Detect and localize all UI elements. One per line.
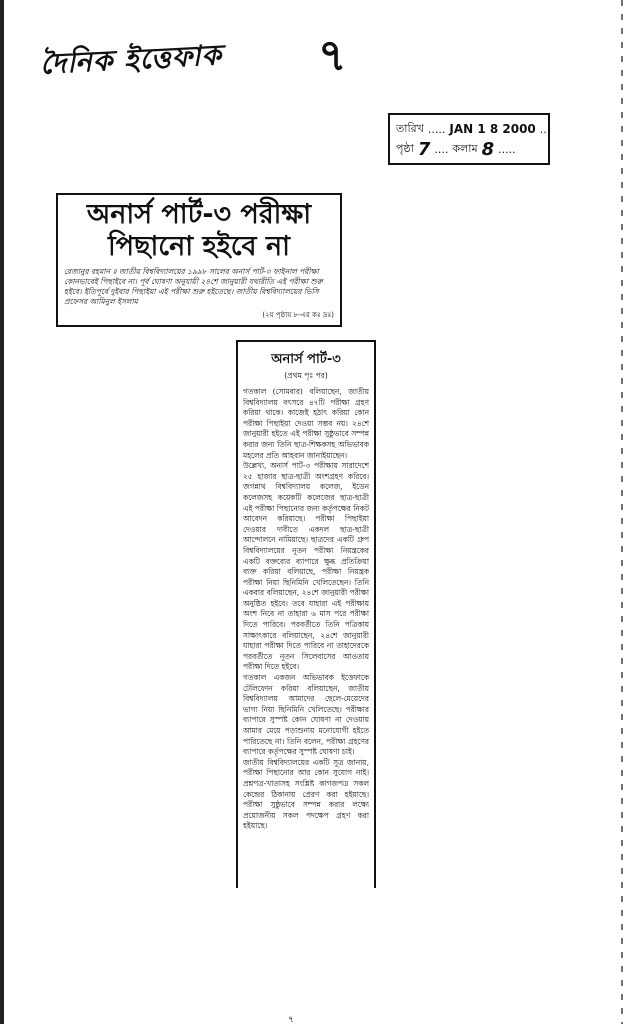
scan-right-edge	[621, 0, 623, 1024]
footer-mark: ৭	[288, 1015, 294, 1025]
body-paragraph: গতকাল একজন অভিভাবক ইত্তেফাকে টেলিফোন করিয়া বলিয়াছেন, জাতীয় বিশ্ববিদ্যালয় আমাদের ছেলে-মেয়েদের ভাগ্য নিয়া ছিনিমিনি খেলিতেছে। পরীক্ষার ব্যাপারে সুস্পষ্ট কোন ঘোষণা না দেওয়ায় আমার মেয়ে পড়াশুনায় মনোযোগী হইতে পারিতেছে না। তিনি বলেন, পরীক্ষা গ্রহণের ব্যাপারে কর্তৃপক্ষের সুস্পষ্ট ঘোষণা চাই।	[243, 673, 369, 757]
lead-paragraph: রেজানুর রহমান ॥ জাতীয় বিশ্ববিদ্যালয়ের ১৯৯৮ সালের অনার্স পার্ট-৩ ফাইনাল পরীক্ষা কোনভাবেই পিছাইবে না। পূর্ব ঘোষণা অনুযায়ী ২৪শে জানুয়ারী যথারীতি এই পরীক্ষা শুরু হইবে। ইতিপূর্বে দুইবার পিছাইয়া এই পরীক্ষা শুরু হইতেছে। জাতীয় বিশ্ববিদ্যালয়ের ভিসি প্রফেসর আমিনুল ইসলাম	[64, 267, 323, 306]
scan-left-edge	[0, 0, 4, 1024]
continuation-head: অনার্স পার্ট-৩	[271, 352, 341, 367]
continuation-sub: (প্রথম পৃঃ পর)	[284, 371, 328, 380]
continued-note: (২য় পৃষ্ঠায় ৮-এর কঃ দ্রঃ)	[262, 311, 334, 319]
headline-line-1: অনার্স পার্ট-৩ পরীক্ষা	[86, 199, 312, 230]
newspaper-masthead: দৈনিক ইত্তেফাক	[39, 38, 223, 81]
body-paragraph: গতকাল (সোমবার) বলিয়াছেন, জাতীয় বিশ্ববিদ্যালয় বৎসরে ৪৭টি পরীক্ষা গ্রহণ করিয়া থাকে। কাজেই হঠাৎ করিয়া কোন পরীক্ষা পিছাইয়া দেওয়া সম্ভব নয়। ২৪শে জানুয়ারী হইতে এই পরীক্ষা সুষ্ঠুভাবে সম্পন্ন করার জন্য তিনি ছাত্র-শিক্ষকসহ অভিভাবক মহলের প্রতি আহবান জানাইয়াছেন।	[243, 387, 369, 460]
continuation-clipping	[236, 340, 376, 888]
column-label: কলাম	[452, 141, 478, 155]
body-paragraph: উল্লেখ্য, অনার্স পার্ট-৩ পরীক্ষায় সারাদেশে ২৫ হাজার ছাত্র-ছাত্রী অংশগ্রহণ করিবে। জগন্নাথ বিশ্ববিদ্যালয় কলেজ, ইডেন কলেজসহ কয়েকটি কলেজের ছাত্র-ছাত্রী এই পরীক্ষা পিছানোর জন্য কর্তৃপক্ষের নিকট আবেদন করিয়াছে। পরীক্ষা পিছাইয়া দেওয়ার দাবীতে একদল ছাত্র-ছাত্রী আন্দোলনে নামিয়াছে। ছাত্রদের একটি গ্রুপ বিশ্ববিদ্যালয়ের নূতন পরীক্ষা নিয়ন্ত্রকের একটি বক্তব্যের ব্যাপারে ক্ষুব্ধ প্রতিক্রিয়া ব্যক্ত করিয়া বলিয়াছে, পরীক্ষা নিয়ন্ত্রক পরীক্ষা নিয়া ছিনিমিনি খেলিতেছেন। তিনি একবার বলিয়াছেন, ২৪শে জানুয়ারী পরীক্ষা অনুষ্ঠিত হইবে। তবে যাহারা এই পরীক্ষায় অংশ নিবে না তাহারা ৬ মাস পরে পরীক্ষা দিতে পারিবে। পরবর্তীতে তিনি পত্রিকায় সাক্ষাৎকারে বলিয়াছেন, ২৪শে জানুয়ারী যাহারা পরীক্ষা দিতে পারিবে না তাহাদেরকে পরবর্তীতে নূতন সিলেবাসের আওতায় পরীক্ষা দিতে হইবে।	[243, 461, 369, 672]
date-label: তারিখ	[396, 121, 424, 135]
body-paragraph: জাতীয় বিশ্ববিদ্যালয়ের একটি সূত্র জানায়, পরীক্ষা পিছানোর আর কোন সুযোগ নাই। প্রশ্নপত্র-খাতাসহ সংশ্লিষ্ট কাগজপত্র সকল কেন্দ্রের ঠিকানায় প্রেরণ করা হইয়াছে। পরীক্ষা সুষ্ঠুভাবে সম্পন্ন করার লক্ষ্যে প্রয়োজনীয় সকল পদক্ষেপ গ্রহণ করা হইয়াছে।	[243, 757, 369, 831]
date-stamp: তারিখ ..... JAN 1 8 2000 ... পৃষ্ঠা 7 .... কলাম 8 .....	[388, 113, 550, 165]
page-value: 7	[417, 138, 431, 160]
column-value: 8	[481, 138, 495, 160]
page-label: পৃষ্ঠা	[396, 141, 414, 155]
headline-line-2: পিছানো হইবে না	[108, 231, 290, 262]
headline-clipping	[56, 193, 342, 327]
page-number-mark: ৭	[318, 30, 347, 81]
date-value: JAN 1 8 2000	[449, 122, 536, 136]
